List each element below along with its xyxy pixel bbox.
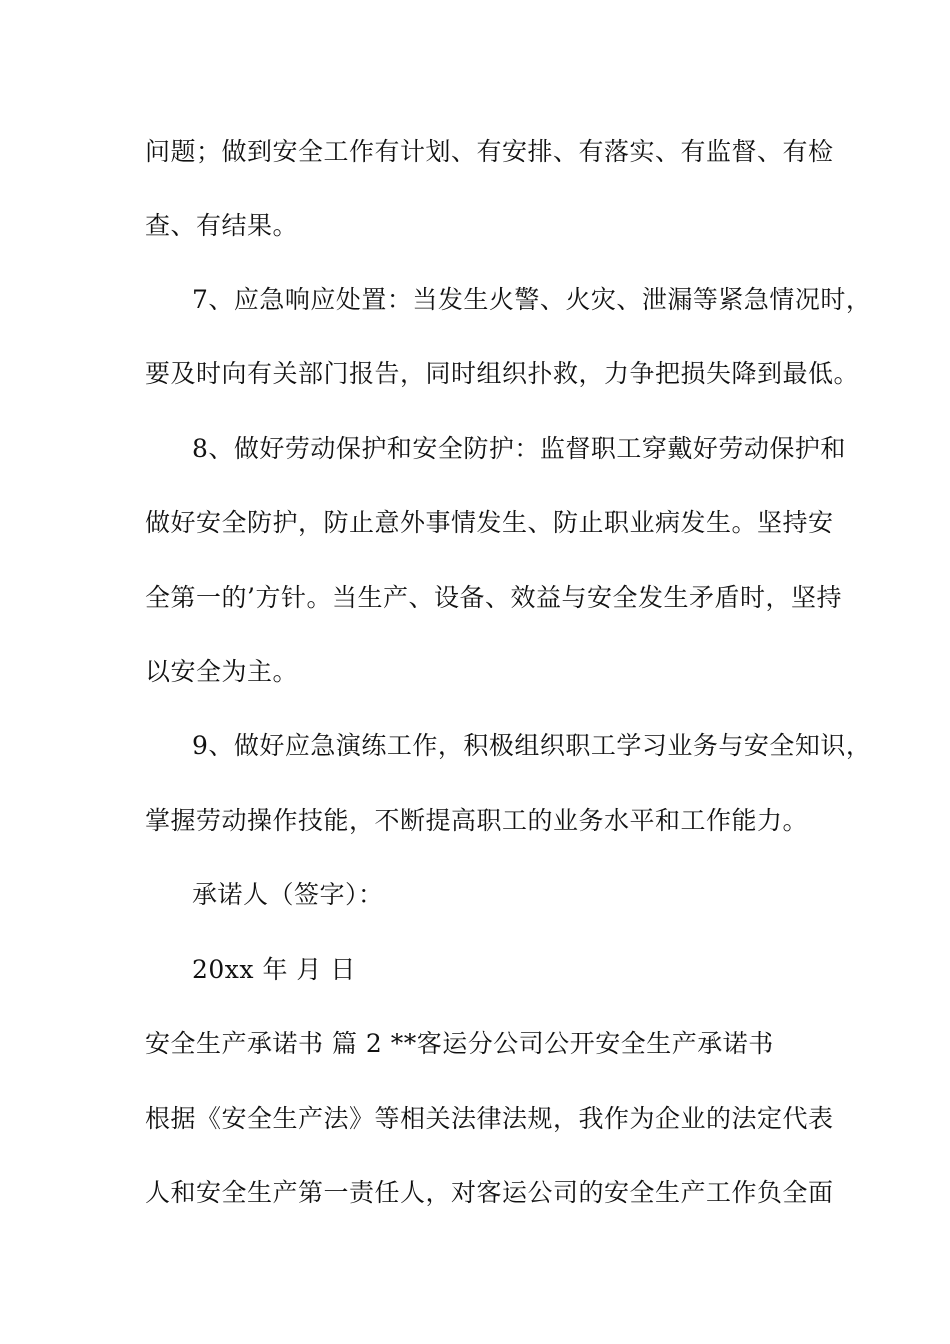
paragraph-line: 查、有结果。 [145,211,299,240]
paragraph-line: 7、应急响应处置：当发生火警、火灾、泄漏等紧急情况时， [192,285,872,314]
paragraph-line: 要及时向有关部门报告，同时组织扑救，力争把损失降到最低。 [145,359,860,388]
paragraph-line: 以安全为主。 [145,657,299,686]
paragraph-line: 做好安全防护，防止意外事情发生、防止职业病发生。坚持安 [145,508,834,537]
paragraph-line: 掌握劳动操作技能，不断提高职工的业务水平和工作能力。 [145,806,809,835]
paragraph-line: 9、做好应急演练工作，积极组织职工学习业务与安全知识， [192,731,872,760]
paragraph-line: 8、做好劳动保护和安全防护：监督职工穿戴好劳动保护和 [192,434,846,463]
section-heading: 安全生产承诺书 篇 2 **客运分公司公开安全生产承诺书 [145,1029,774,1058]
paragraph-line: 人和安全生产第一责任人，对客运公司的安全生产工作负全面 [145,1178,834,1207]
signature-label: 承诺人（签字）： [192,880,384,909]
date-line: 20xx 年 月 日 [192,955,356,984]
paragraph-line: 问题；做到安全工作有计划、有安排、有落实、有监督、有检 [145,137,834,166]
paragraph-line: 根据《安全生产法》等相关法律法规，我作为企业的法定代表 [145,1104,834,1133]
paragraph-line: 全第一的’方针。当生产、设备、效益与安全发生矛盾时，坚持 [145,583,842,612]
